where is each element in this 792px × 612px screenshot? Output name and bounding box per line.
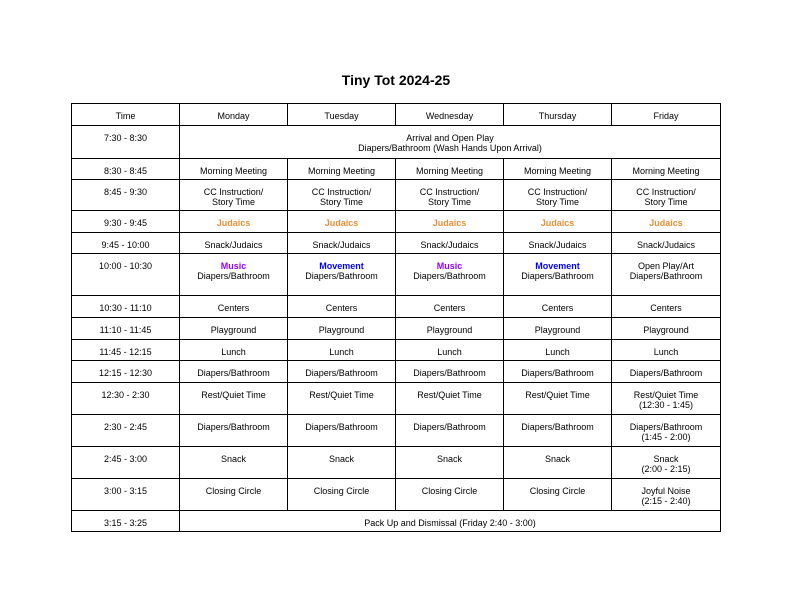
cell-text: Diapers/Bathroom [197,422,270,432]
activity-cell [180,159,288,180]
cell-text: Story Time [427,197,471,207]
schedule-row [72,340,721,361]
cell-text: Rest/Quiet Time [417,390,482,400]
cell-text: Diapers/Bathroom [629,271,703,281]
cell-text: Snack [328,454,354,464]
cell-text: CC Instruction/ [311,187,372,197]
activity-cell [612,180,721,211]
cell-text: Lunch [221,347,246,357]
schedule-table [71,103,721,532]
cell-text: Snack/Judaics [420,240,479,250]
activity-cell [396,159,504,180]
activity-cell [288,233,396,254]
activity-cell [180,233,288,254]
cell-text: Snack/Judaics [636,240,696,250]
cell-text: Diapers/Bathroom [305,271,378,281]
time-cell: 2:30 - 2:45 [72,415,180,447]
time-cell: 11:10 - 11:45 [72,318,180,340]
cell-text: Snack [544,454,570,464]
activity-cell [504,318,612,340]
activity-cell [180,383,288,415]
time-cell: 8:30 - 8:45 [72,159,180,180]
cell-text: Judaics [540,218,575,228]
cell-text: Judaics [432,218,467,228]
column-header-time: Time [72,104,180,126]
cell-text: Pack Up and Dismissal (Friday 2:40 - 3:00) [364,518,536,528]
schedule-row [72,254,721,296]
activity-cell [396,361,504,383]
cell-text: Morning Meeting [523,166,592,176]
time-cell: 3:00 - 3:15 [72,479,180,511]
cell-text: Story Time [319,197,363,207]
activity-cell [180,254,288,296]
activity-cell [504,180,612,211]
activity-cell [612,340,721,361]
cell-text: Diapers/Bathroom [521,368,594,378]
header-row [72,104,721,126]
cell-text: Diapers/Bathroom [197,368,270,378]
column-header-wednesday: Wednesday [396,104,504,126]
cell-text: CC Instruction/ [636,187,696,197]
cell-text: Diapers/Bathroom [413,368,486,378]
cell-text: Closing Circle [529,486,586,496]
cell-text: Snack [220,454,246,464]
activity-cell [504,447,612,479]
activity-cell [396,447,504,479]
schedule-row [72,159,721,180]
cell-text: Playground [534,325,581,335]
cell-text: Playground [210,325,257,335]
cell-text: (2:00 - 2:15) [641,464,691,474]
activity-cell [612,415,721,447]
schedule-row [72,383,721,415]
cell-text: Lunch [653,347,679,357]
cell-text: Lunch [545,347,570,357]
activity-cell [396,383,504,415]
schedule-row [72,447,721,479]
time-cell: 9:30 - 9:45 [72,211,180,233]
cell-text: Snack [436,454,462,464]
schedule-row [72,233,721,254]
cell-text: Diapers/Bathroom [413,422,486,432]
activity-cell [180,318,288,340]
cell-text: Diapers/Bathroom [305,422,378,432]
activity-cell [396,340,504,361]
cell-text: Diapers/Bathroom (Wash Hands Upon Arrival) [358,143,542,153]
cell-text: Snack/Judaics [312,240,371,250]
cell-text: Story Time [535,197,579,207]
cell-text: Open Play/Art [637,261,695,271]
cell-text: Snack/Judaics [528,240,587,250]
activity-cell [504,159,612,180]
activity-cell [612,254,721,296]
time-cell: 3:15 - 3:25 [72,511,180,532]
activity-cell [612,479,721,511]
page-title: Tiny Tot 2024-25 [341,72,451,88]
time-cell: 8:45 - 9:30 [72,180,180,211]
time-cell: 2:45 - 3:00 [72,447,180,479]
activity-cell [288,383,396,415]
cell-text: Movement [535,261,580,271]
cell-text: Lunch [437,347,462,357]
cell-text: Centers [433,303,466,313]
activity-cell [288,211,396,233]
activity-cell [504,479,612,511]
activity-cell [288,340,396,361]
activity-cell [612,383,721,415]
activity-cell [612,159,721,180]
cell-text: Judaics [324,218,359,228]
schedule-row [72,511,721,532]
activity-cell [504,233,612,254]
cell-text: Diapers/Bathroom [521,271,594,281]
cell-text: Diapers/Bathroom [305,368,378,378]
activity-cell [288,415,396,447]
activity-cell [396,180,504,211]
cell-text: Morning Meeting [199,166,268,176]
activity-cell [504,361,612,383]
schedule-row [72,318,721,340]
time-cell: 7:30 - 8:30 [72,126,180,159]
cell-text: Diapers/Bathroom [413,271,486,281]
activity-cell [288,254,396,296]
activity-cell [504,340,612,361]
activity-cell [396,318,504,340]
activity-cell [288,180,396,211]
cell-text: Joyful Noise [641,486,691,496]
activity-cell [288,318,396,340]
cell-text: Centers [650,303,682,313]
column-header-tuesday: Tuesday [288,104,396,126]
activity-cell [504,296,612,318]
cell-text: Rest/Quiet Time [633,390,699,400]
cell-text: Playground [318,325,365,335]
cell-text: Morning Meeting [632,166,700,176]
cell-text: CC Instruction/ [203,187,264,197]
activity-cell [288,479,396,511]
schedule-row [72,126,721,159]
activity-cell [288,361,396,383]
column-header-monday: Monday [180,104,288,126]
schedule-row [72,296,721,318]
cell-text: Lunch [329,347,354,357]
cell-text: Centers [325,303,358,313]
schedule-row [72,180,721,211]
activity-cell [396,415,504,447]
cell-text: Playground [426,325,473,335]
cell-text: Judaics [649,218,683,228]
activity-cell [288,447,396,479]
cell-text: Snack [653,454,679,464]
activity-cell [180,447,288,479]
time-cell: 9:45 - 10:00 [72,233,180,254]
activity-cell [288,296,396,318]
cell-text: Judaics [216,218,251,228]
cell-text: Diapers/Bathroom [629,368,703,378]
activity-cell [180,340,288,361]
time-cell: 10:30 - 11:10 [72,296,180,318]
activity-cell [612,211,721,233]
cell-text: Centers [541,303,574,313]
activity-cell [612,296,721,318]
cell-text: Story Time [644,197,688,207]
cell-text: Story Time [211,197,255,207]
time-cell: 12:30 - 2:30 [72,383,180,415]
activity-cell [396,211,504,233]
time-cell: 11:45 - 12:15 [72,340,180,361]
cell-text: Rest/Quiet Time [309,390,374,400]
activity-cell [180,296,288,318]
activity-cell [180,415,288,447]
activity-cell [180,211,288,233]
cell-text: (1:45 - 2:00) [641,432,691,442]
cell-text: Morning Meeting [415,166,484,176]
cell-text: Music [436,261,463,271]
schedule-row [72,211,721,233]
cell-text: CC Instruction/ [527,187,588,197]
cell-text: Movement [319,261,364,271]
schedule-row [72,361,721,383]
activity-cell [612,318,721,340]
cell-text: Diapers/Bathroom [197,271,270,281]
schedule-row [72,479,721,511]
activity-cell [504,254,612,296]
activity-cell [180,361,288,383]
schedule-row [72,415,721,447]
activity-cell [180,479,288,511]
cell-text: Music [220,261,247,271]
activity-cell [288,159,396,180]
activity-cell [396,233,504,254]
cell-text: Morning Meeting [307,166,376,176]
activity-cell [504,415,612,447]
activity-cell [396,479,504,511]
cell-text: Diapers/Bathroom [521,422,594,432]
activity-cell [504,211,612,233]
column-header-thursday: Thursday [504,104,612,126]
activity-cell [612,233,721,254]
activity-cell [180,180,288,211]
cell-text: Rest/Quiet Time [525,390,590,400]
cell-text: Centers [217,303,250,313]
cell-text: Closing Circle [421,486,478,496]
cell-text: Snack/Judaics [204,240,263,250]
cell-text: Diapers/Bathroom [629,422,703,432]
time-cell: 12:15 - 12:30 [72,361,180,383]
time-cell: 10:00 - 10:30 [72,254,180,296]
activity-cell [612,447,721,479]
cell-text: (12:30 - 1:45) [638,400,694,410]
cell-text: Arrival and Open Play [406,133,494,143]
cell-text: CC Instruction/ [419,187,480,197]
cell-text: Playground [643,325,689,335]
cell-text: Closing Circle [205,486,262,496]
activity-cell [504,383,612,415]
column-header-friday: Friday [612,104,721,126]
activity-cell [396,296,504,318]
activity-cell [612,361,721,383]
spanning-activity-cell [180,511,721,532]
activity-cell [396,254,504,296]
cell-text: (2:15 - 2:40) [641,496,691,506]
spanning-activity-cell [180,126,721,159]
cell-text: Closing Circle [313,486,370,496]
cell-text: Rest/Quiet Time [201,390,266,400]
